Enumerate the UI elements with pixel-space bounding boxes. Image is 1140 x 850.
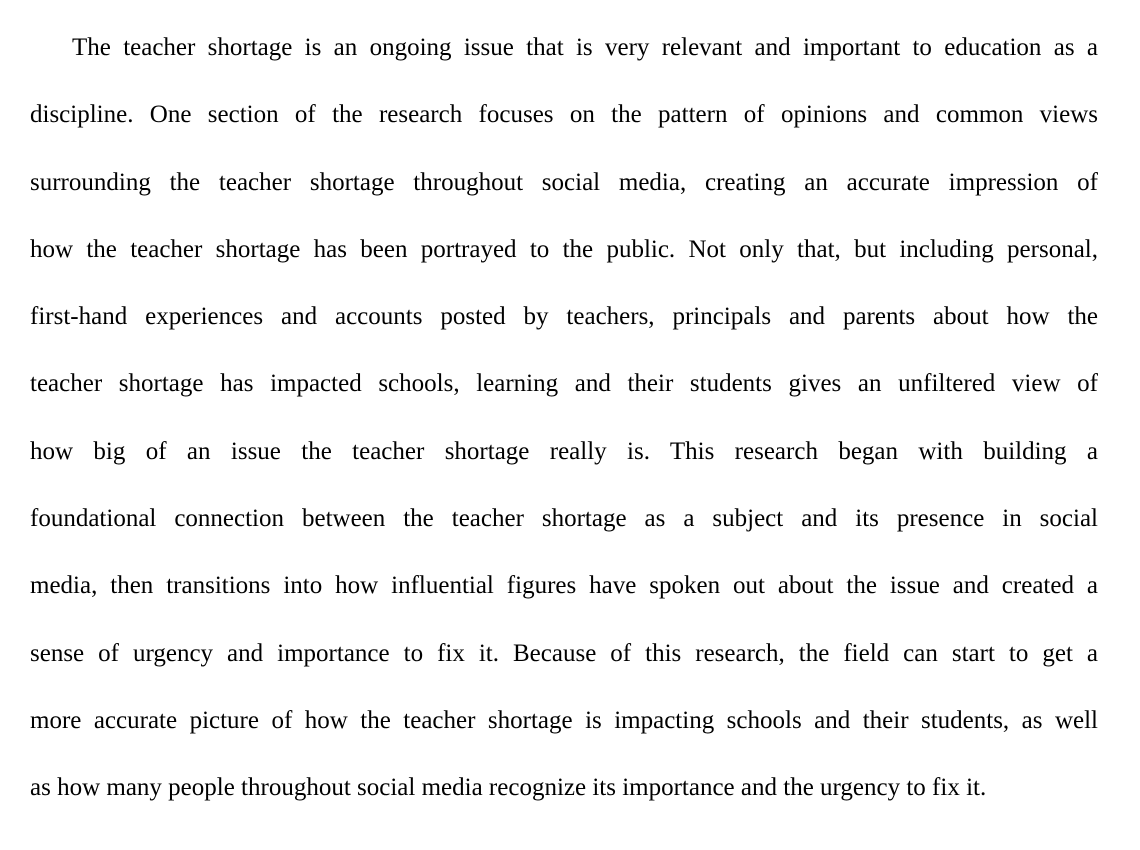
- paragraph-line: how big of an issue the teacher shortage really is. This research began with building a: [30, 437, 1098, 465]
- paragraph-line: The teacher shortage is an ongoing issue that is very relevant and important to education as a: [72, 34, 1098, 61]
- paragraph-line: foundational connection between the teacher shortage as a subject and its presence in social: [30, 505, 1098, 533]
- paragraph-line: teacher shortage has impacted schools, learning and their students gives an unfiltered view of: [30, 370, 1098, 398]
- paragraph-line: as how many people throughout social media recognize its importance and the urgency to fix it.: [30, 774, 987, 802]
- paragraph-line: sense of urgency and importance to fix it. Because of this research, the field can start to get a: [30, 639, 1098, 667]
- paragraph-line: discipline. One section of the research focuses on the pattern of opinions and common views: [30, 101, 1098, 129]
- paragraph-line: more accurate picture of how the teacher shortage is impacting schools and their students, as well: [30, 706, 1098, 734]
- paragraph-line: surrounding the teacher shortage throughout social media, creating an accurate impression of: [30, 168, 1098, 196]
- paragraph-line: first-hand experiences and accounts posted by teachers, principals and parents about how the: [30, 303, 1098, 331]
- body-paragraph: [30, 22, 1098, 830]
- document-page: [30, 22, 1098, 830]
- paragraph-line: media, then transitions into how influential figures have spoken out about the issue and created a: [30, 572, 1098, 600]
- paragraph-line: how the teacher shortage has been portrayed to the public. Not only that, but including personal,: [30, 235, 1098, 263]
